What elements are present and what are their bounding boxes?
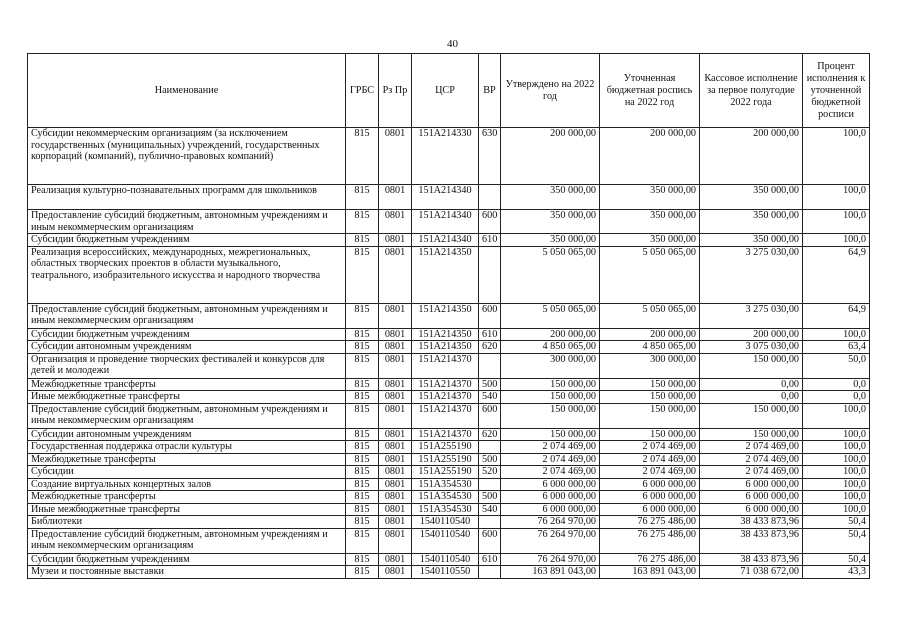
table-row [28,391,870,404]
cell-csr: 151A214340 [412,210,479,234]
cell-cash: 71 038 672,00 [700,566,803,579]
cell-rzpr: 0801 [379,246,412,303]
cell-cash: 350 000,00 [700,210,803,234]
cell-percent: 63,4 [803,341,870,354]
cell-approved: 2 074 469,00 [501,441,600,454]
cell-rzpr: 0801 [379,553,412,566]
budget-table [27,53,870,579]
cell-cash: 6 000 000,00 [700,478,803,491]
cell-csr: 151A214370 [412,403,479,428]
cell-vr: 600 [479,303,501,328]
cell-vr [479,478,501,491]
cell-percent: 64,9 [803,303,870,328]
cell-grbs: 815 [346,303,379,328]
cell-percent: 64,9 [803,246,870,303]
cell-grbs: 815 [346,528,379,553]
cell-percent: 50,0 [803,353,870,378]
cell-approved: 5 050 065,00 [501,303,600,328]
cell-refined: 350 000,00 [600,185,700,210]
cell-percent: 50,4 [803,528,870,553]
cell-percent: 0,0 [803,378,870,391]
col-header-percent: Процент исполнения к уточненной бюджетной росписи [803,54,870,128]
cell-cash: 350 000,00 [700,185,803,210]
cell-cash: 350 000,00 [700,234,803,247]
cell-cash: 38 433 873,96 [700,528,803,553]
cell-cash: 2 074 469,00 [700,441,803,454]
table-row [28,528,870,553]
cell-vr [479,246,501,303]
cell-approved: 200 000,00 [501,128,600,185]
cell-rzpr: 0801 [379,378,412,391]
table-row [28,353,870,378]
cell-csr: 151A214350 [412,341,479,354]
cell-refined: 150 000,00 [600,428,700,441]
cell-vr: 610 [479,553,501,566]
cell-grbs: 815 [346,128,379,185]
cell-refined: 163 891 043,00 [600,566,700,579]
cell-percent: 50,4 [803,553,870,566]
cell-vr: 600 [479,210,501,234]
cell-refined: 200 000,00 [600,128,700,185]
cell-refined: 350 000,00 [600,234,700,247]
cell-percent: 100,0 [803,128,870,185]
table-row [28,466,870,479]
col-header-vr: ВР [479,54,501,128]
cell-percent: 100,0 [803,478,870,491]
cell-cash: 6 000 000,00 [700,503,803,516]
cell-cash: 2 074 469,00 [700,466,803,479]
table-row [28,378,870,391]
cell-refined: 5 050 065,00 [600,246,700,303]
cell-grbs: 815 [346,246,379,303]
cell-cash: 150 000,00 [700,353,803,378]
cell-approved: 163 891 043,00 [501,566,600,579]
cell-csr: 1540110540 [412,516,479,529]
cell-approved: 150 000,00 [501,403,600,428]
cell-percent: 100,0 [803,466,870,479]
cell-vr: 610 [479,234,501,247]
cell-refined: 300 000,00 [600,353,700,378]
cell-grbs: 815 [346,441,379,454]
cell-refined: 76 275 486,00 [600,553,700,566]
cell-name: Субсидии некоммерческим организациям (за исключением государственных (муниципальных) учреждений, государственных корпораций (компаний), публично-правовых компаний) [28,128,346,185]
cell-grbs: 815 [346,353,379,378]
cell-grbs: 815 [346,491,379,504]
cell-approved: 6 000 000,00 [501,491,600,504]
table-row [28,478,870,491]
cell-vr: 630 [479,128,501,185]
cell-name: Организация и проведение творческих фестивалей и конкурсов для детей и молодежи [28,353,346,378]
table-row [28,441,870,454]
cell-csr: 1540110550 [412,566,479,579]
cell-percent: 100,0 [803,403,870,428]
cell-csr: 151A214340 [412,185,479,210]
cell-csr: 151A214350 [412,328,479,341]
cell-grbs: 815 [346,566,379,579]
cell-percent: 100,0 [803,441,870,454]
header-row [28,54,870,128]
cell-vr: 620 [479,341,501,354]
cell-rzpr: 0801 [379,441,412,454]
cell-cash: 38 433 873,96 [700,516,803,529]
cell-approved: 150 000,00 [501,391,600,404]
cell-vr: 500 [479,453,501,466]
cell-approved: 350 000,00 [501,210,600,234]
cell-refined: 6 000 000,00 [600,491,700,504]
cell-percent: 100,0 [803,491,870,504]
cell-refined: 150 000,00 [600,391,700,404]
cell-refined: 150 000,00 [600,378,700,391]
table-row [28,185,870,210]
table-row [28,516,870,529]
cell-rzpr: 0801 [379,303,412,328]
cell-grbs: 815 [346,516,379,529]
cell-vr: 620 [479,428,501,441]
cell-csr: 151A354530 [412,503,479,516]
cell-vr: 610 [479,328,501,341]
cell-name: Предоставление субсидий бюджетным, автономным учреждениям и иным некоммерческим организациям [28,403,346,428]
cell-rzpr: 0801 [379,516,412,529]
cell-name: Межбюджетные трансферты [28,378,346,391]
cell-csr: 151A214350 [412,303,479,328]
cell-rzpr: 0801 [379,528,412,553]
cell-cash: 150 000,00 [700,403,803,428]
cell-name: Предоставление субсидий бюджетным, автономным учреждениям и иным некоммерческим организациям [28,210,346,234]
cell-vr: 500 [479,378,501,391]
cell-name: Реализация культурно-познавательных программ для школьников [28,185,346,210]
table-row [28,303,870,328]
cell-percent: 100,0 [803,185,870,210]
cell-rzpr: 0801 [379,428,412,441]
cell-cash: 0,00 [700,391,803,404]
col-header-approved: Утверждено на 2022 год [501,54,600,128]
cell-grbs: 815 [346,466,379,479]
cell-grbs: 815 [346,428,379,441]
cell-csr: 151A214340 [412,234,479,247]
cell-rzpr: 0801 [379,503,412,516]
cell-rzpr: 0801 [379,478,412,491]
cell-grbs: 815 [346,503,379,516]
cell-vr [479,516,501,529]
cell-csr: 151A214370 [412,428,479,441]
cell-name: Субсидии автономным учреждениям [28,341,346,354]
cell-refined: 150 000,00 [600,403,700,428]
cell-approved: 76 264 970,00 [501,553,600,566]
cell-vr: 600 [479,528,501,553]
cell-refined: 76 275 486,00 [600,516,700,529]
cell-name: Субсидии бюджетным учреждениям [28,553,346,566]
table-row [28,491,870,504]
cell-approved: 76 264 970,00 [501,516,600,529]
cell-percent: 100,0 [803,503,870,516]
cell-cash: 3 075 030,00 [700,341,803,354]
cell-refined: 2 074 469,00 [600,453,700,466]
cell-name: Субсидии [28,466,346,479]
cell-csr: 151A214330 [412,128,479,185]
cell-percent: 50,4 [803,516,870,529]
col-header-rzpr: Рз Пр [379,54,412,128]
cell-grbs: 815 [346,391,379,404]
cell-grbs: 815 [346,478,379,491]
cell-grbs: 815 [346,234,379,247]
cell-name: Межбюджетные трансферты [28,453,346,466]
cell-approved: 150 000,00 [501,428,600,441]
cell-approved: 4 850 065,00 [501,341,600,354]
cell-percent: 100,0 [803,428,870,441]
cell-vr: 540 [479,503,501,516]
cell-cash: 3 275 030,00 [700,246,803,303]
cell-name: Библиотеки [28,516,346,529]
cell-name: Предоставление субсидий бюджетным, автономным учреждениям и иным некоммерческим организациям [28,303,346,328]
cell-refined: 2 074 469,00 [600,441,700,454]
cell-csr: 1540110540 [412,528,479,553]
cell-rzpr: 0801 [379,353,412,378]
cell-cash: 200 000,00 [700,328,803,341]
cell-vr: 540 [479,391,501,404]
cell-approved: 2 074 469,00 [501,453,600,466]
page-number: 40 [447,38,458,50]
cell-csr: 151A214350 [412,246,479,303]
cell-approved: 300 000,00 [501,353,600,378]
cell-approved: 200 000,00 [501,328,600,341]
cell-vr: 520 [479,466,501,479]
col-header-grbs: ГРБС [346,54,379,128]
table-row [28,341,870,354]
cell-approved: 350 000,00 [501,185,600,210]
cell-refined: 4 850 065,00 [600,341,700,354]
cell-percent: 100,0 [803,328,870,341]
cell-cash: 0,00 [700,378,803,391]
cell-vr [479,566,501,579]
cell-name: Создание виртуальных концертных залов [28,478,346,491]
cell-name: Иные межбюджетные трансферты [28,503,346,516]
cell-csr: 151A255190 [412,453,479,466]
col-header-name: Наименование [28,54,346,128]
table-row [28,328,870,341]
cell-rzpr: 0801 [379,491,412,504]
table-row [28,566,870,579]
table-row [28,453,870,466]
cell-rzpr: 0801 [379,341,412,354]
cell-csr: 1540110540 [412,553,479,566]
cell-csr: 151A354530 [412,491,479,504]
col-header-csr: ЦСР [412,54,479,128]
cell-grbs: 815 [346,403,379,428]
cell-refined: 200 000,00 [600,328,700,341]
cell-rzpr: 0801 [379,328,412,341]
cell-vr [479,353,501,378]
cell-approved: 2 074 469,00 [501,466,600,479]
table-row [28,234,870,247]
cell-percent: 100,0 [803,210,870,234]
cell-approved: 5 050 065,00 [501,246,600,303]
cell-percent: 0,0 [803,391,870,404]
cell-rzpr: 0801 [379,234,412,247]
cell-refined: 6 000 000,00 [600,503,700,516]
cell-vr: 600 [479,403,501,428]
cell-name: Субсидии бюджетным учреждениям [28,234,346,247]
cell-grbs: 815 [346,553,379,566]
cell-approved: 350 000,00 [501,234,600,247]
table-row [28,553,870,566]
cell-name: Субсидии автономным учреждениям [28,428,346,441]
cell-csr: 151A255190 [412,441,479,454]
cell-grbs: 815 [346,185,379,210]
cell-grbs: 815 [346,210,379,234]
cell-grbs: 815 [346,328,379,341]
cell-approved: 6 000 000,00 [501,503,600,516]
table-row [28,246,870,303]
table-row [28,503,870,516]
cell-rzpr: 0801 [379,210,412,234]
cell-percent: 100,0 [803,453,870,466]
cell-name: Предоставление субсидий бюджетным, автономным учреждениям и иным некоммерческим организациям [28,528,346,553]
cell-cash: 3 275 030,00 [700,303,803,328]
cell-name: Межбюджетные трансферты [28,491,346,504]
table-row [28,128,870,185]
col-header-refined: Уточненная бюджетная роспись на 2022 год [600,54,700,128]
cell-cash: 38 433 873,96 [700,553,803,566]
col-header-cash: Кассовое исполнение за первое полугодие 2022 года [700,54,803,128]
cell-percent: 100,0 [803,234,870,247]
cell-csr: 151A214370 [412,391,479,404]
cell-name: Музеи и постоянные выставки [28,566,346,579]
cell-cash: 6 000 000,00 [700,491,803,504]
cell-refined: 76 275 486,00 [600,528,700,553]
cell-vr [479,441,501,454]
cell-grbs: 815 [346,378,379,391]
cell-rzpr: 0801 [379,453,412,466]
cell-cash: 200 000,00 [700,128,803,185]
cell-csr: 151A255190 [412,466,479,479]
cell-cash: 150 000,00 [700,428,803,441]
cell-name: Субсидии бюджетным учреждениям [28,328,346,341]
cell-refined: 6 000 000,00 [600,478,700,491]
table-row [28,403,870,428]
cell-approved: 150 000,00 [501,378,600,391]
cell-percent: 43,3 [803,566,870,579]
cell-rzpr: 0801 [379,403,412,428]
cell-approved: 6 000 000,00 [501,478,600,491]
cell-refined: 2 074 469,00 [600,466,700,479]
cell-csr: 151A354530 [412,478,479,491]
cell-csr: 151A214370 [412,353,479,378]
cell-name: Реализация всероссийских, международных, межрегиональных, областных творческих проектов в области музыкального, театрального, изобразительного искусства и народного творчества [28,246,346,303]
cell-csr: 151A214370 [412,378,479,391]
cell-vr: 500 [479,491,501,504]
cell-name: Государственная поддержка отрасли культуры [28,441,346,454]
cell-name: Иные межбюджетные трансферты [28,391,346,404]
cell-refined: 350 000,00 [600,210,700,234]
cell-grbs: 815 [346,453,379,466]
cell-rzpr: 0801 [379,466,412,479]
table-row [28,210,870,234]
cell-refined: 5 050 065,00 [600,303,700,328]
table-row [28,428,870,441]
cell-vr [479,185,501,210]
cell-grbs: 815 [346,341,379,354]
cell-approved: 76 264 970,00 [501,528,600,553]
cell-rzpr: 0801 [379,185,412,210]
cell-rzpr: 0801 [379,566,412,579]
cell-cash: 2 074 469,00 [700,453,803,466]
cell-rzpr: 0801 [379,391,412,404]
cell-rzpr: 0801 [379,128,412,185]
